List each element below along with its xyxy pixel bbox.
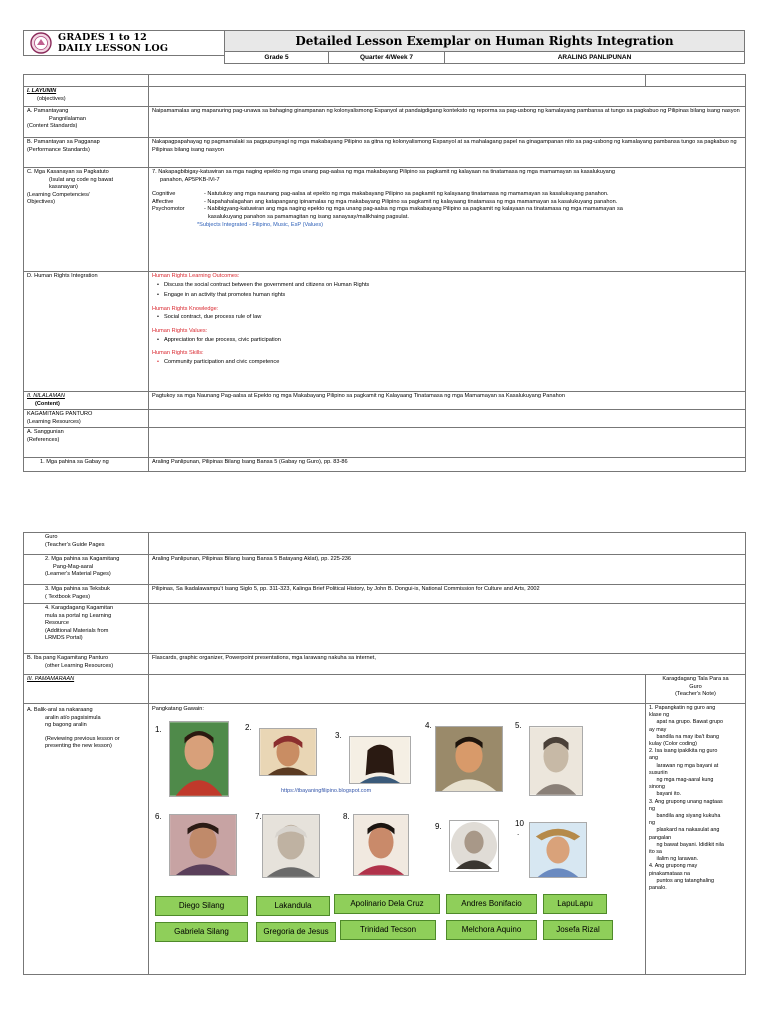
hri-label: D. Human Rights Integration bbox=[24, 272, 149, 392]
gabay-text: Araling Panlipunan, Pilipinas Bilang Isang Bansa 5 (Gabay ng Guro), pp. 83-86 bbox=[149, 458, 746, 472]
picture-number: 6. bbox=[155, 812, 162, 821]
quarter-label: Quarter 4/Week 7 bbox=[329, 52, 445, 63]
list-item-text: Community participation and civic competence bbox=[163, 358, 280, 365]
teacher-note-heading: Karagdagang Tala Para sa bbox=[662, 676, 729, 682]
layunin-label: I. LAYUNIN bbox=[27, 88, 57, 94]
table-row bbox=[24, 585, 746, 604]
lrmds-label: (Additional Materials from bbox=[45, 627, 109, 634]
hero-picture-grid bbox=[149, 704, 645, 974]
portrait-image bbox=[529, 822, 587, 878]
portrait-image bbox=[353, 814, 409, 876]
review-label: aralin at/o pagsisimula bbox=[45, 714, 101, 721]
lm-label: (Learner's Material Pages) bbox=[45, 571, 111, 578]
lm-text: Araling Panlipunan, Pilipinas Bilang Isang Bansa 5 Batayang Aklat), pp. 225-236 bbox=[149, 555, 746, 585]
picture-number: 7. bbox=[255, 812, 262, 821]
picture-number: . bbox=[517, 828, 520, 837]
table-row bbox=[24, 604, 746, 654]
other-resources-text: Flascards, graphic organizer, Powerpoint presentations, mga larawang nakuha sa internet, bbox=[149, 654, 746, 675]
teacher-note-line: sinong bbox=[649, 784, 665, 791]
picture-number: 1. bbox=[155, 725, 162, 734]
teacher-note-line: 1. Papangkatin ng guro ang bbox=[649, 705, 716, 711]
grades-label: GRADES 1 to 12 bbox=[58, 32, 147, 43]
logo-box bbox=[23, 30, 225, 56]
performance-standard-label: (Performance Standards) bbox=[27, 146, 90, 153]
sanggunian-label: (References) bbox=[27, 436, 60, 443]
image-source-url: https://tbayaningfilipino.blogspot.com bbox=[281, 788, 372, 794]
performance-standard-label: B. Pamantayan sa Pagganap bbox=[27, 139, 100, 145]
picture-number: 5. bbox=[515, 721, 522, 730]
psychomotor-row bbox=[152, 206, 742, 214]
cognitive-label: Cognitive bbox=[152, 191, 176, 198]
teacher-note-line: 3. Ang grupong unang nagtaas bbox=[649, 798, 723, 805]
teacher-note-line: bayani ito. bbox=[649, 791, 682, 798]
blank-row bbox=[24, 75, 746, 87]
grade-label: Grade 5 bbox=[225, 52, 329, 63]
info-row bbox=[224, 51, 745, 64]
kagamitang-label: (Learning Resources) bbox=[27, 418, 81, 425]
teacher-notes-list bbox=[649, 705, 742, 892]
dll-label: DAILY LESSON LOG bbox=[58, 43, 169, 54]
textbook-label: 3. Mga pahina sa Teksbuk bbox=[45, 586, 110, 592]
hr-values-list bbox=[152, 337, 742, 345]
lm-label: Pang-Mag-aaral bbox=[53, 563, 94, 570]
lrmds-label: LRMDS Portal) bbox=[45, 635, 83, 642]
list-item: • Appreciation for due process, civic participation bbox=[166, 337, 742, 345]
teacher-note-line: 4. Ang grupong may bbox=[649, 863, 698, 870]
teacher-note-line: pangalan bbox=[649, 834, 672, 841]
teacher-note-line: panalo. bbox=[649, 885, 667, 892]
sanggunian-label: A. Sanggunian bbox=[27, 429, 64, 436]
teacher-note-line: ng bbox=[649, 820, 655, 827]
portrait-image bbox=[169, 721, 229, 797]
content-standard-label: Pangnilalaman bbox=[49, 115, 87, 122]
affective-text: - Napahahalagahan ang katapangang ipinamalas ng mga makabayang Pilipino sa pagkamit ng kalayaang tinatamasa ng mga mamamayan sa kasalukuyang panahon. bbox=[204, 198, 618, 205]
teacher-note-line: ng bbox=[649, 805, 655, 812]
affective-row bbox=[152, 199, 742, 207]
subjects-integrated: *Subjects Integrated - Filipino, Music, EsP (Values) bbox=[197, 221, 324, 228]
picture-number: 10 bbox=[515, 819, 524, 828]
teacher-note-line: larawan ng mga bayani at bbox=[649, 762, 719, 769]
lesson-table-page2 bbox=[23, 532, 746, 975]
teacher-note-line: ilalim ng larawan. bbox=[649, 856, 699, 863]
textbook-text: Pilipinas, Sa Ikadalawampu't Isang Siglo 5, pp. 311-323, Kalinga Brief Political History, by John B. Dongui-is, National Commission for Culture and Arts, 2002 bbox=[149, 585, 746, 604]
hr-knowledge-heading: Human Rights Knowledge: bbox=[152, 305, 219, 312]
name-flashcard[interactable]: Melchora Aquino bbox=[446, 920, 537, 940]
title-box bbox=[224, 30, 745, 52]
teacher-note-heading: Guro bbox=[689, 683, 702, 690]
name-flashcard[interactable]: Trinidad Tecson bbox=[340, 920, 436, 940]
list-item: • Social contract, due process rule of law bbox=[166, 314, 742, 322]
picture-number: 2. bbox=[245, 723, 252, 732]
objectives-label: (objectives) bbox=[37, 95, 66, 102]
list-item: • Engage in an activity that promotes human rights bbox=[166, 292, 742, 300]
teacher-note-line: bandila ang siyang kukuha bbox=[649, 813, 721, 820]
teacher-note-line: pinakamataas na bbox=[649, 870, 691, 877]
gabay-label: 1. Mga pahina sa Gabay ng bbox=[24, 458, 149, 472]
lrmds-label: mula sa portal ng Learning bbox=[45, 612, 112, 619]
teacher-note-line: bandila na may iba't ibang bbox=[649, 733, 719, 740]
portrait-image bbox=[435, 726, 503, 792]
guro-label: Guro bbox=[45, 534, 58, 540]
nilalaman-text: Pagtukoy sa mga Naunang Pag-aalsa at Epekto ng mga Makabayang Pilipino sa pagkamit ng Kalayaang Tinatamasa ng mga Mamamayan sa Kasalukuyang Panahon bbox=[149, 392, 746, 410]
table-row bbox=[24, 458, 746, 472]
teacher-note-line: ito sa bbox=[649, 849, 662, 856]
psychomotor-label: Psychomotor bbox=[152, 206, 185, 213]
deped-seal-icon bbox=[28, 32, 54, 54]
other-resources-label: B. Iba pang Kagamitang Panturo bbox=[27, 655, 109, 661]
psychomotor-text: kasalukuyang panahon sa pamamagitan ng isang sanaysay/malikhaing pagsulat. bbox=[208, 213, 409, 220]
lrmds-label: 4. Karagdagang Kagamitan bbox=[45, 605, 114, 611]
table-row bbox=[24, 272, 746, 392]
competency-label: (Learning Competencies/ bbox=[27, 191, 90, 198]
competency-label: (Isulat ang code ng bawat bbox=[49, 176, 114, 183]
teacher-note-line: ay may bbox=[649, 726, 667, 733]
table-row bbox=[24, 392, 746, 410]
portrait-image bbox=[259, 728, 317, 776]
name-flashcard[interactable]: LapuLapu bbox=[543, 894, 607, 914]
hr-values-heading: Human Rights Values: bbox=[152, 327, 208, 334]
teacher-note-line: klase ng bbox=[649, 712, 670, 719]
nilalaman-label: II. NILALAMAN bbox=[27, 393, 65, 399]
table-row bbox=[24, 168, 746, 272]
lrmds-label: Resource bbox=[45, 620, 69, 627]
hr-skills-list bbox=[152, 359, 742, 367]
psychomotor-text: - Nabibigyang-katuwiran ang mga naging epekto ng mga unang pag-aalsa ng mga makabayang Pilipino sa pagkamit ng kalayaan na tinatamasa ng mga mamamayan sa bbox=[204, 206, 623, 213]
picture-number: 4. bbox=[425, 721, 432, 730]
competency-label: C. Mga Kasanayan sa Pagkatuto bbox=[27, 169, 109, 175]
portrait-image bbox=[169, 814, 237, 876]
picture-number: 3. bbox=[335, 731, 342, 740]
table-row bbox=[24, 87, 746, 107]
teacher-note-line: kulay (Color coding) bbox=[649, 741, 697, 748]
table-row bbox=[24, 138, 746, 168]
name-flashcard[interactable]: Apolinario Dela Cruz bbox=[334, 894, 440, 914]
competency-label: kasanayan) bbox=[49, 184, 78, 191]
list-item bbox=[163, 358, 742, 367]
guro-label: (Teacher's Guide Pages bbox=[45, 541, 105, 548]
textbook-label: ( Textbook Pages) bbox=[45, 593, 90, 600]
teacher-notes bbox=[646, 704, 746, 975]
table-row bbox=[24, 533, 746, 555]
hr-knowledge-list bbox=[152, 314, 742, 322]
teacher-note-line: susuriin bbox=[649, 769, 668, 776]
performance-standard-text: Nakapagpapahayag ng pagmamalaki sa pagpupunyagi ng mga makabayang Pilipino sa gitna ng kolonyalismong Espanyol at sa mahalagang papel na ginagampanan nito sa pag-usbong ng kamalayang pambansa tungo sa pagkabuo ng Pilipinas bilang isang nasyon bbox=[149, 138, 746, 168]
review-label: ng bagong aralin bbox=[45, 722, 87, 729]
teacher-note-heading: (Teacher's Note) bbox=[675, 691, 716, 698]
hr-outcomes-list bbox=[152, 282, 742, 300]
page-title: Detailed Lesson Exemplar on Human Rights Integration bbox=[295, 34, 674, 48]
teacher-note-line: ng mga mag-aaral kung bbox=[649, 777, 714, 784]
kagamitang-label: KAGAMITANG PANTURO bbox=[27, 411, 93, 418]
picture-number: 8. bbox=[343, 812, 350, 821]
table-row bbox=[24, 704, 746, 975]
page-one bbox=[23, 30, 745, 472]
name-flashcard[interactable]: Gabriela Silang bbox=[155, 922, 248, 942]
teacher-note-line: apat na grupo. Bawat grupo bbox=[649, 719, 724, 726]
teacher-note-line: ng bawat bayani. Ididikit nila bbox=[649, 841, 724, 848]
pamamaraan-label: III. PAMAMARAAN bbox=[24, 675, 149, 704]
content-standard-label: (Content Standards) bbox=[27, 123, 78, 130]
content-standard-text: Naipamamalas ang mapanuring pag-unawa sa bahaging ginampanan ng kolonyalismong Espanyol at pandaigdigang konteksto ng reporma sa pag-usbong ng kamalayang pambansa at tungo sa pagkabuo ng Pilipinas bilang isang nasyon bbox=[149, 107, 746, 138]
teacher-note-line: ang bbox=[649, 755, 658, 762]
name-flashcard[interactable]: Diego Silang bbox=[155, 896, 248, 916]
name-flashcard[interactable]: Gregoria de Jesus bbox=[256, 922, 336, 942]
name-flashcard[interactable]: Andres Bonifacio bbox=[446, 894, 537, 914]
competency-code: panahon, AP5PKB-IVi-7 bbox=[160, 176, 220, 183]
name-flashcard[interactable]: Josefa Rizal bbox=[543, 920, 613, 940]
review-label: (Reviewing previous lesson or bbox=[45, 735, 120, 742]
table-row bbox=[24, 410, 746, 428]
table-row bbox=[24, 675, 746, 704]
activity-heading: Pangkatang Gawain: bbox=[152, 706, 204, 712]
lesson-table-page1 bbox=[23, 74, 746, 472]
competency-label: Objectives) bbox=[27, 199, 55, 206]
table-row bbox=[24, 654, 746, 675]
content-standard-label: A. Pamantayang bbox=[27, 108, 69, 114]
review-label: A. Balik-aral sa nakaraang bbox=[27, 707, 93, 713]
page-two bbox=[23, 532, 745, 975]
portrait-image bbox=[262, 814, 320, 878]
name-flashcard[interactable]: Lakandula bbox=[256, 896, 330, 916]
lesson-header bbox=[23, 30, 745, 74]
portrait-image bbox=[529, 726, 583, 796]
competency-text: 7. Nakapagbibigay-katuwiran sa mga naging epekto ng mga unang pag-aalsa ng mga makabayang Pilipino sa pagkamit ng kalayaan na tinatamasa ng mga mamamayan sa kasalukuyang bbox=[152, 169, 616, 175]
cognitive-text: - Natutukoy ang mga naunang pag-aalsa at epekto ng mga makabayang Pilipino sa pagkamit ng kalayaang tinatamasa ng mamamayan sa kasalukuyang panahon. bbox=[204, 191, 609, 198]
lm-label: 2. Mga pahina sa Kagamitang bbox=[45, 556, 120, 562]
teacher-note-line: 2. Isa isang ipakikita ng guro bbox=[649, 748, 718, 755]
teacher-note-line: plaskard na nakasulat ang bbox=[649, 827, 720, 834]
hr-outcomes-heading: Human Rights Learning Outcomes: bbox=[152, 273, 240, 279]
table-row bbox=[24, 107, 746, 138]
hr-skills-heading: Human Rights Skills: bbox=[152, 350, 204, 357]
portrait-image bbox=[449, 820, 499, 872]
portrait-image bbox=[349, 736, 411, 784]
review-label: presenting the new lesson) bbox=[45, 743, 112, 750]
list-item: • Discuss the social contract between the government and citizens on Human Rights bbox=[166, 282, 742, 290]
table-row bbox=[24, 428, 746, 458]
picture-number: 9. bbox=[435, 822, 442, 831]
table-row bbox=[24, 555, 746, 585]
nilalaman-label: (Content) bbox=[35, 400, 60, 407]
teacher-note-line: puntos ang tatanghaling bbox=[649, 877, 715, 884]
affective-label: Affective bbox=[152, 198, 174, 205]
cognitive-row bbox=[152, 191, 742, 199]
other-resources-label: (other Learning Resources) bbox=[45, 662, 114, 669]
subject-label: ARALING PANLIPUNAN bbox=[557, 54, 632, 61]
